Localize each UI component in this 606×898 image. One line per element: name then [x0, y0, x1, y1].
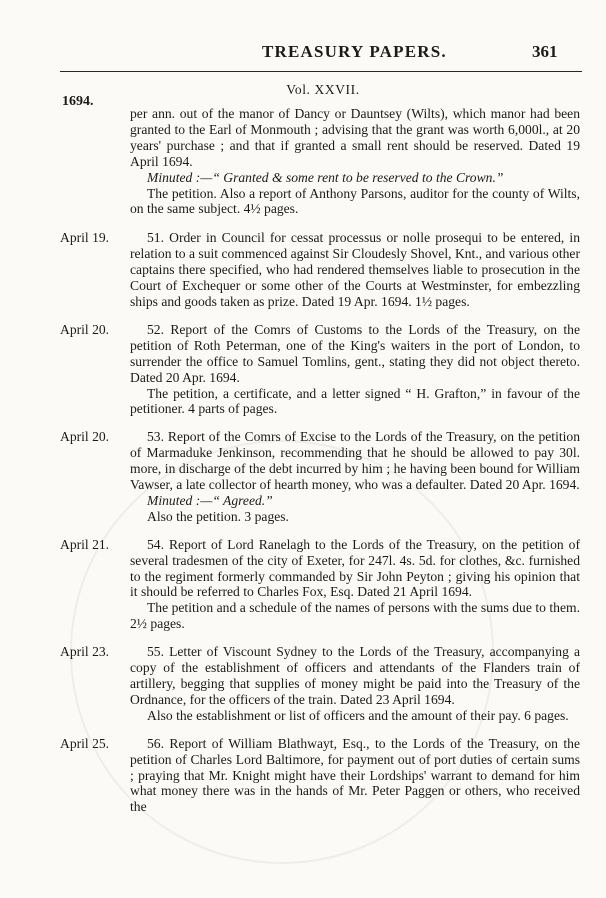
calendar-entries [60, 106, 580, 827]
entry-body: 51. Order in Council for cessat processus or nolle prosequi to be entered, in relation to a suit commenced against Sir Cloudesly Shovel, Knt., and various other captains there specified, who had rendered themselves liable to prosecution in the Court of Exchequer or some other of the Courts at Westminster, for embezzling ships and goods taken as prize. Dated 19 Apr. 1694. 1½ pages. [130, 230, 580, 309]
page-header [0, 42, 606, 66]
running-title: TREASURY PAPERS. [262, 42, 447, 61]
calendar-entry [60, 106, 580, 217]
volume-label: Vol. XXVII. [286, 82, 360, 97]
entry-date: April 25. [60, 735, 110, 751]
calendar-entry [60, 322, 580, 417]
calendar-entry [60, 537, 580, 632]
entry-enclosures: Also the establishment or list of officers and the amount of their pay. 6 pages. [147, 707, 569, 723]
entry-date: April 23. [60, 644, 110, 660]
entry-date: April 20. [60, 429, 110, 445]
entry-body: per ann. out of the manor of Dancy or Dauntsey (Wilts), which manor had been granted to the Earl of Monmouth ; advising that the grant was worth 6,000l., at 20 years' purchase ; and that if granted a small rent should be reserved. Dated 19 April 1694. [130, 106, 580, 169]
calendar-entry [60, 644, 580, 724]
header-rule [60, 71, 582, 72]
entry-body: 53. Report of the Comrs of Excise to the Lords of the Treasury, on the petition of Marmaduke Jenkinson, recommending that he should be allowed to pay 30l. more, in discharge of the debt incurred by him ; he having been bound for William Vawser, a late collector of hearth money, who was a defaulter. Dated 20 Apr. 1694. [130, 429, 580, 493]
calendar-entry [60, 230, 580, 310]
entry-enclosures: The petition and a schedule of the names of persons with the sums due to them. 2½ pages. [130, 600, 580, 632]
entry-body: 54. Report of Lord Ranelagh to the Lords of the Treasury, on the petition of several tradesmen of the city of Exeter, for 247l. 4s. 5d. for clothes, &c. furnished to the regiment formerly commanded by Sir John Peyton ; giving his opinion that it should be referred to Charles Fox, Esq. Dated 21 April 1694. [130, 536, 580, 600]
entry-date: April 19. [60, 230, 110, 246]
entry-enclosures: The petition. Also a report of Anthony Parsons, auditor for the county of Wilts, on the same subject. 4½ pages. [130, 185, 580, 217]
entry-minute: Minuted :—“ Granted & some rent to be reserved to the Crown.” [147, 169, 504, 185]
entry-body: 55. Letter of Viscount Sydney to the Lords of the Treasury, accompanying a copy of the establishment of officers and attendants of the Flanders train of artillery, begging that supplies of money might be paid into the Treasury of the Ordnance, for the officers of the train. Dated 23 April 1694. [130, 644, 580, 707]
entry-enclosures: Also the petition. 3 pages. [147, 508, 289, 524]
calendar-entry [60, 736, 580, 816]
year-margin-label: 1694. [62, 94, 94, 109]
entry-minute: Minuted :—“ Agreed.” [147, 492, 273, 508]
entry-date: April 21. [60, 536, 110, 552]
calendar-entry [60, 429, 580, 524]
entry-enclosures: The petition, a certificate, and a letter signed “ H. Grafton,” in favour of the petitioner. 4 parts of pages. [130, 385, 580, 417]
page-number: 361 [532, 42, 558, 61]
entry-date: April 20. [60, 321, 110, 337]
entry-body: 56. Report of William Blathwayt, Esq., to the Lords of the Treasury, on the petition of Charles Lord Baltimore, for payment out of port duties of certain sums ; praying that Mr. Knight might have their Lordships' warrant to demand for him what money there was in the hands of Mr. Peter Paggen or others, who received the [130, 735, 580, 815]
entry-body: 52. Report of the Comrs of Customs to the Lords of the Treasury, on the petition of Roth Peterman, one of the King's waiters in the port of London, to surrender the office to Samuel Tomlins, gent., stating they did not object thereto. Dated 20 Apr. 1694. [130, 321, 580, 385]
